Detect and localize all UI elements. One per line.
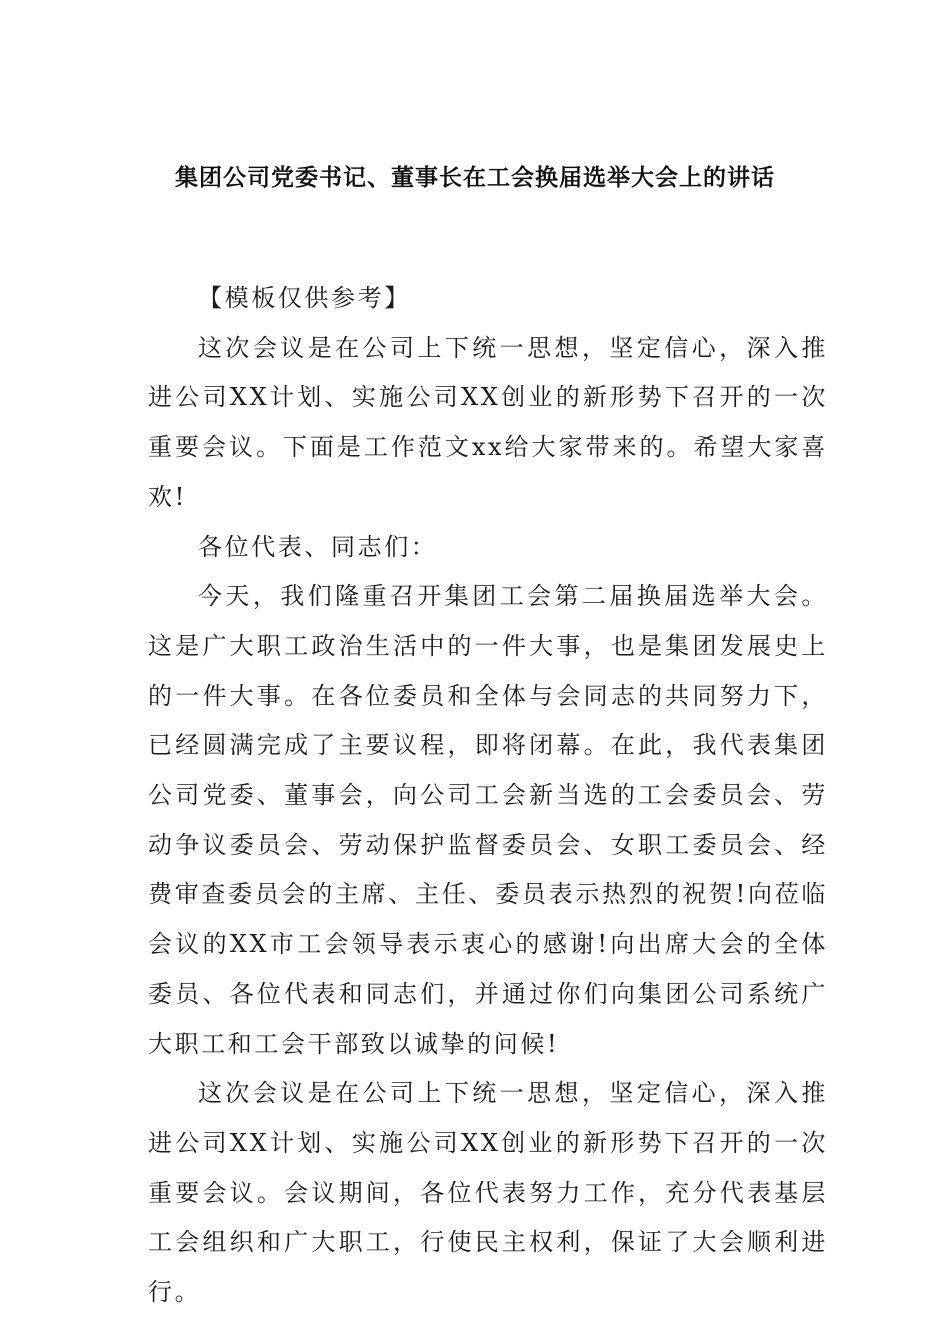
paragraph-opening: 今天，我们隆重召开集团工会第二届换届选举大会。这是广大职工政治生活中的一件大事，也是集团发展史上的一件大事。在各位委员和全体与会同志的共同努力下，已经圆满完成了主要议程，即将闭幕。在此，我代表集团公司党委、董事会，向公司工会新当选的工会委员会、劳动争议委员会、劳动保护监督委员会、女职工委员会、经费审查委员会的主席、主任、委员表示热烈的祝贺!向莅临会议的XX市工会领导表示衷心的感谢!向出席大会的全体委员、各位代表和同志们，并通过你们向集团公司系统广大职工和工会干部致以诚挚的问候!: [148, 582, 828, 1058]
document-body: [148, 274, 828, 1318]
paragraph-template-note: 【模板仅供参考】: [198, 284, 411, 312]
paragraph-meeting-context: 这次会议是在公司上下统一思想，坚定信心，深入推进公司XX计划、实施公司XX创业的新形势下召开的一次重要会议。会议期间，各位代表努力工作，充分代表基层工会组织和广大职工，行使民主权利，保证了大会顺利进行。: [148, 1079, 828, 1307]
document-title: 集团公司党委书记、董事长在工会换届选举大会上的讲话: [175, 165, 775, 191]
paragraph-salutation: 各位代表、同志们：: [198, 532, 438, 561]
paragraph-intro: 这次会议是在公司上下统一思想，坚定信心，深入推进公司XX计划、实施公司XX创业的新形势下召开的一次重要会议。下面是工作范文xx给大家带来的。希望大家喜欢!: [148, 333, 828, 511]
